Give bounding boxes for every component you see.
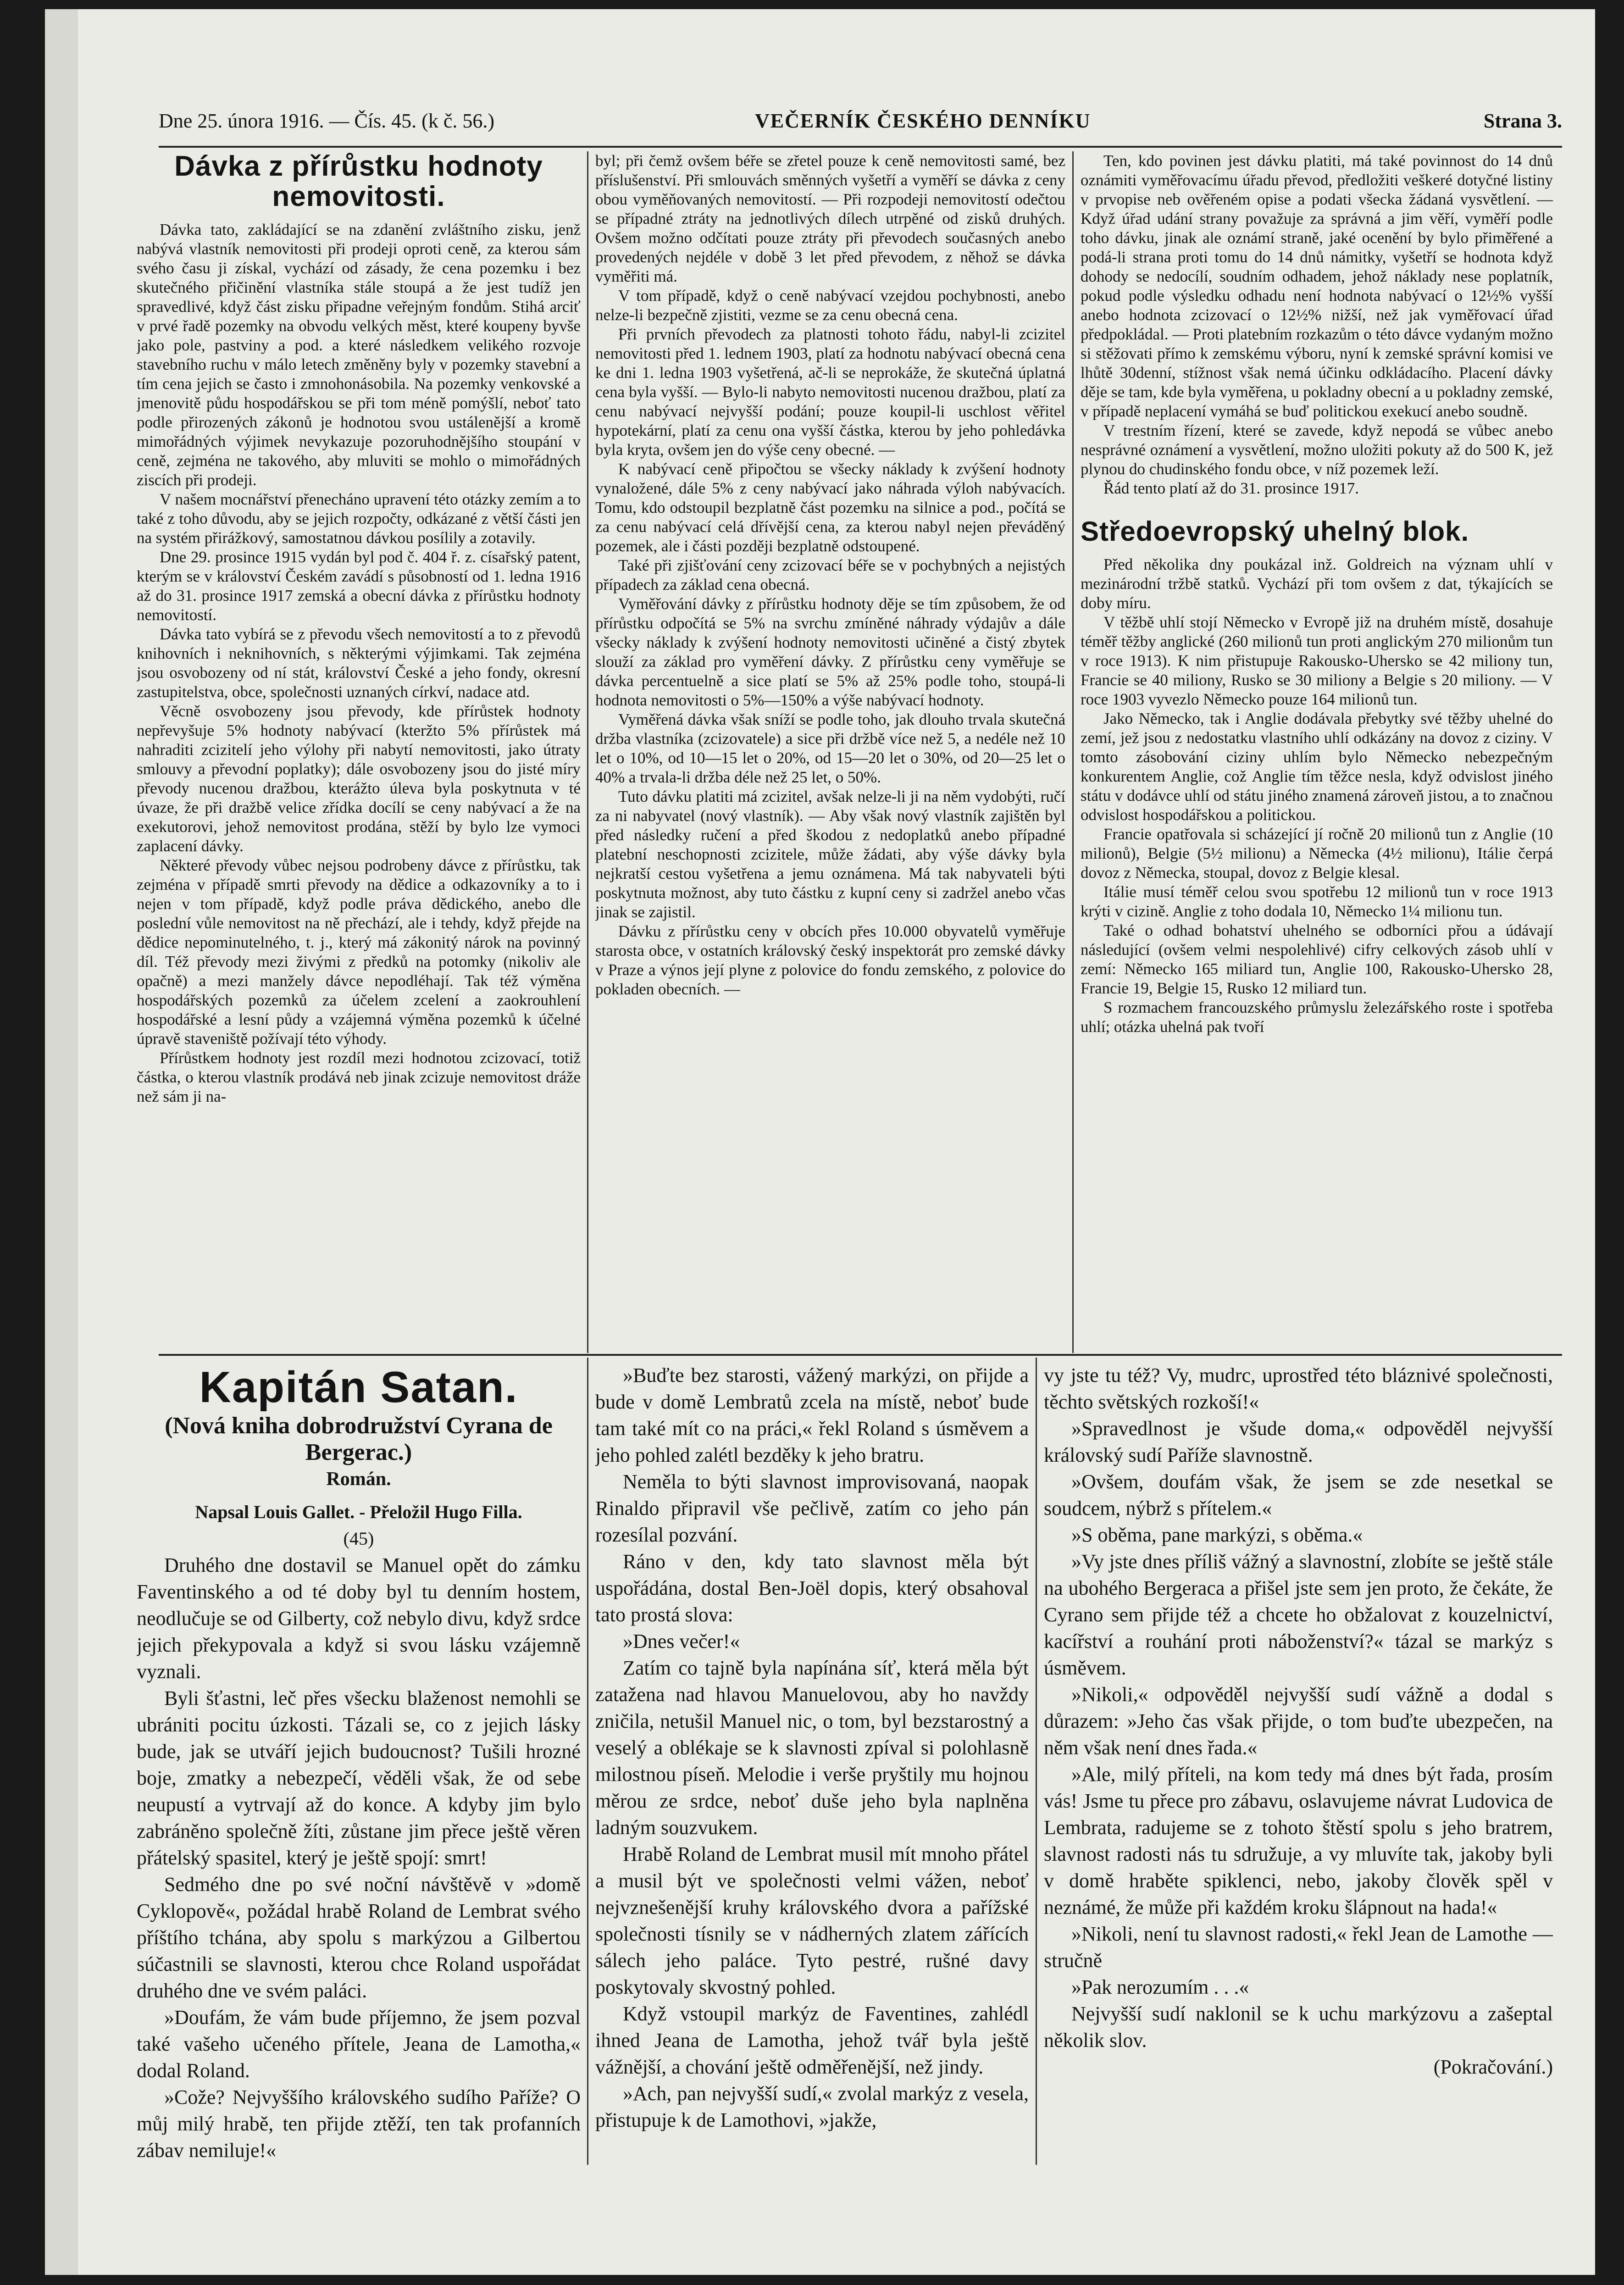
header-masthead: VEČERNÍK ČESKÉHO DENNÍKU: [755, 110, 1091, 132]
article-coal-headline: Středoevropský uhelný blok.: [1081, 516, 1469, 547]
header-date-issue: Dne 25. února 1916. — Čís. 45. (k č. 56.): [159, 110, 495, 132]
paragraph: S rozmachem francouzského průmyslu železářského roste i spotřeba uhlí; otázka uhelná pak tvoří: [1081, 998, 1553, 1036]
column-rule: [1036, 1358, 1037, 2165]
paragraph: Zatím co tajně byla napínána síť, která měla být zatažena nad hlavou Manuelovou, aby ho navždy zničila, netušil Manuel nic, o tom, byl bezstarostný a veselý a oblékaje se k slavnosti zpíval si polohlasně milostnou píseň. Melodie i verše pryštily mu hojnou měrou ze srdce, neboť duše jeho byla naplněna ladným souzvukem.: [595, 1657, 1029, 1839]
paragraph: »Spravedlnost je všude doma,« odpověděl nejvyšší královský sudí Paříže slavnostně.: [1044, 1417, 1553, 1466]
paragraph: »Ovšem, doufám však, že jsem se zde nesetkal se soudcem, nýbrž s přítelem.«: [1044, 1470, 1553, 1520]
paragraph: Dávka tato, zakládající se na zdanění zvláštního zisku, jenž nabývá vlastník nemovitosti při prodeji oproti ceně, za kterou sám svého času ji získal, vychází od zásady, že cena pozemku i bez skutečného přičinění vlastníka stále stoupá a že jest tudíž jen spravedlivé, když část zisku připadne veřejným fondům. Stihá arciť v prvé řadě pozemky na obvodu velkých měst, které koupeny byvše jako pole, pastviny a pod. a které následkem velikého rozvoje stavebního ruchu v málo letech změněny byly v pozemky stavební a tím cena jejich se často i zmnohonásobila. Na pozemky venkovské a jmenovitě půdu hospodářskou se při tom méně pomýšlí, neboť tato podle přirozených zákonů je hodnotou svou ustálenější a kromě mimořádných výjimek nevykazuje pozoruhodnějšího stoupání v ceně, zejména ne takového, aby mluviti se mohlo o mimořádných ziscích při prodeji.: [137, 221, 581, 489]
serial-author: Napsal Louis Gallet. - Přeložil Hugo Filla.: [195, 1502, 522, 1522]
serial-column-2: [595, 1362, 1029, 2169]
paragraph: byl; při čemž ovšem béře se zřetel pouze k ceně nemovitosti samé, bez příslušenství. Při smlouvách směnných vyšetří a vyměří se dávka z ceny obou vyměňovaných nemovitostí. — Při rozpodeji nemovitostí odečtou se případné ztráty na jednotlivých dílech utrpěné od zisků druhých. Ovšem možno odčítati pouze ztráty při převodech současných anebo provedených nejdéle v době 3 let před převodem, z něhož se dávka vyměřiti má.: [595, 152, 1065, 285]
article-tax-headline: Dávka z přírůstku hodnoty nemovitosti.: [174, 151, 543, 212]
newspaper-page: [45, 9, 1595, 2275]
article-tax-column-2: [595, 151, 1065, 1351]
paragraph: Řád tento platí až do 31. prosince 1917.: [1103, 479, 1359, 497]
paragraph: Vyměřování dávky z přírůstku hodnoty děje se tím způsobem, že od přírůstku odpočítá se 5% na svrchu zmíněné náhrady výdajův a dále všecky náklady k zvýšení hodnoty nemovitosti učiněné a čistý zbytek slouží za základ pro vyměření dávky. Z přírůstku ceny vyměřuje se dávka percentuelně a sice platí se 5% až 25% podle toho, stoupá-li hodnota nemovitosti o 5%—150% a výše nabývací hodnoty.: [595, 595, 1065, 709]
paragraph: V trestním řízení, které se zavede, když nepodá se vůbec anebo nesprávné oznámení a vysvětlení, možno uložiti pokuty až do 500 K, jež plynou do chudinského fondu obce, v níž pozemek leží.: [1081, 422, 1553, 478]
paragraph: V našem mocnářství přenecháno upravení této otázky zemím a to také z toho důvodu, aby se jejich rozpočty, odkázané z větší části jen na systém přirážkový, samostatnou dávkou posílily a zotavily.: [137, 490, 581, 547]
page-header: [159, 109, 1562, 137]
paragraph: »Pak nerozumím . . .«: [1071, 1976, 1249, 1998]
serial-subtitle: (Nová kniha dobrodružství Cyrana de Bergerac.): [165, 1413, 553, 1465]
paragraph: »Nikoli,« odpověděl nejvyšší sudí vážně a dodal s důrazem: »Jeho čas však přijde, o tom buďte ubezpečen, na něm však není dnes řada.«: [1044, 1683, 1553, 1759]
column-rule: [587, 1358, 588, 2165]
serial-column-1: [137, 1362, 581, 2169]
paragraph: »Cože? Nejvyššího královského sudího Paříže? O můj milý hrabě, ten přijde ztěží, ten tak profanních zábav nemiluje!«: [137, 2086, 581, 2162]
paragraph: »Nikoli, není tu slavnost radosti,« řekl Jean de Lamothe — stručně: [1044, 1923, 1553, 1972]
serial-title: Kapitán Satan.: [199, 1363, 518, 1412]
paragraph: vy jste tu též? Vy, mudrc, uprostřed této bláznivé společnosti, těchto světských rozkoší!«: [1044, 1364, 1553, 1413]
paragraph: Když vstoupil markýz de Faventines, zahlédl ihned Jeana de Lamotha, jehož tvář byla ještě vážnější, a chování ještě odměřenější, než jindy.: [595, 2002, 1029, 2078]
paragraph: Dávku z přírůstku ceny v obcích přes 10.000 obyvatelů vyměřuje starosta obce, v ostatních královský český inspektorát pro zemské dávky v Praze a výnos její plyne z polovice do fondu zemského, z polovice do pokladen obecních. —: [595, 922, 1065, 998]
paragraph: Ten, kdo povinen jest dávku platiti, má také povinnost do 14 dnů oznámiti vyměřovacímu úřadu převod, předložiti veškeré dotyčné listiny v prvopise neb ověřeném opise a podati všecka žádaná vysvětlení. — Když úřad udání strany považuje za správná a jim věří, vyměří podle toho dávku, jinak ale oznámí straně, jaké ocenění by bylo přiměřené a podá-li strana proti tomu do 14 dnů námitky, vyšetří se hodnota když dohody se nedocílí, soudním odhadem, jehož náklady nese poplatník, pokud podle výsledku odhadu není hodnota nabývací o 12½% vyšší anebo hodnota zcizovací o 12½% nižší, než jak vyměřovací úřad předpokládal. — Proti platebním rozkazům o této dávce vydaným možno si stěžovati přímo k zemskému výboru, nyní k zemské správní komisi ve lhůtě 30denní, stížnost však nemá účinku odkládacího. Placení dávky děje se tam, kde byla vyměřena, u pokladny obecní a u pokladny zemské, v případě neplacení vymáhá se buď politickou exekucí anebo soudně.: [1081, 152, 1553, 420]
paragraph: Druhého dne dostavil se Manuel opět do zámku Faventinského a od té doby byl tu denním hostem, neodlučuje se od Gilberty, což nebylo divu, když srdce jejich překypovala a když si svou lásku vzájemně vyznali.: [137, 1554, 581, 1683]
paragraph: Přírůstkem hodnoty jest rozdíl mezi hodnotou zcizovací, totiž částka, o kterou vlastník prodává neb jinak zcizuje nemovitost dráže než sám ji na-: [137, 1049, 581, 1105]
paragraph: Také při zjišťování ceny zcizovací béře se v pochybných a nejistých případech za základ cena obecná.: [595, 556, 1065, 593]
continued-note: (Pokračování.): [1433, 2056, 1553, 2078]
article-tax-column-1: [137, 151, 581, 1351]
paragraph: Ráno v den, kdy tato slavnost měla být uspořádána, dostal Ben-Joël dopis, který obsahoval tato prostá slova:: [595, 1550, 1029, 1626]
paragraph: »Dnes večer!«: [623, 1630, 740, 1653]
previous-page-edge: [45, 9, 78, 2275]
serial-genre: Román.: [326, 1469, 391, 1490]
paragraph: Itálie musí téměř celou svou spotřebu 12 milionů tun v roce 1913 krýti v cizině. Anglie z toho dodala 10, Německo 1¼ milionu tun.: [1081, 883, 1553, 920]
section-rule: [159, 1354, 1562, 1356]
paragraph: Vyměřená dávka však sníží se podle toho, jak dlouho trvala skutečná držba vlastníka (zcizovatele) a sice při držbě více než 5, a nedéle než 10 let o 10%, od 10—15 let o 20%, od 15—20 let o 30%, od 20—25 let o 40% a trvala-li držba déle než 25 let, o 50%.: [595, 710, 1065, 786]
paragraph: Neměla to býti slavnost improvisovaná, naopak Rinaldo připravil vše pečlivě, zatím co jeho pán rozesílal pozvání.: [595, 1470, 1029, 1546]
paragraph: Věcně osvobozeny jsou převody, kde přírůstek hodnoty nepřevyšuje 5% hodnoty nabývací (kteržto 5% přírůstek má nahraditi zcizitelí jeho výlohy při nabytí nemovitosti, jako útraty smlouvy a převodní poplatky); dále osvobozeny jsou do jisté míry převody nucenou dražbou, kterážto úleva byla poskytnuta v té úvaze, že při dražbě velice zřídka docílí se ceny nabývací a že na exekutorovi, jehož nemovitost prodána, stěží by bylo lze vymoci zaplacení dávky.: [137, 702, 581, 855]
paragraph: V tom případě, když o ceně nabývací vzejdou pochybnosti, anebo nelze-li bezpečně zjistiti, vezme se za cenu obecná cena.: [595, 287, 1065, 324]
header-page-number: Strana 3.: [1483, 110, 1562, 132]
column-rule: [1072, 151, 1074, 1353]
paragraph: »Ale, milý příteli, na kom tedy má dnes být řada, prosím vás! Jsme tu přece pro zábavu, oslavujeme návrat Ludovica de Lembrata, radujeme se z tohoto štěstí spolu s jeho bratrem, slavnost radosti nás tu sdružuje, a vy mluvíte tak, jakoby byli v domě hraběte spiklenci, nebo, jakoby člověk spěl v neznámé, že může při každém kroku šlápnout na hada!«: [1044, 1763, 1553, 1919]
paragraph: »Doufám, že vám bude příjemno, že jsem pozval také vašeho učeného přítele, Jeana de Lamotha,« dodal Roland.: [137, 2006, 581, 2082]
paragraph: Jako Německo, tak i Anglie dodávala přebytky své těžby uhelné do zemí, jež jsou z nedostatku vlastního uhlí odkázány na dovoz z ciziny. V tomto zásobování ciziny uhlím bylo Německo nebezpečným konkurentem Anglie, což Anglie tím těžce nesla, když odvislost jiného státu v dodávce uhlí od státu jiného znamená zároveň jistou, a to značnou odvislost hospodářskou a politickou.: [1081, 710, 1553, 824]
paragraph: Nejvyšší sudí naklonil se k uchu markýzovu a zašeptal několik slov.: [1044, 2002, 1553, 2052]
paragraph: Sedmého dne po své noční návštěvě v »domě Cyklopově«, požádal hrabě Roland de Lembrat svého příštího tchána, aby spolu s markýzou a Gilbertou súčastnili se slavnosti, kterou chce Roland uspořádat druhého dne ve svém paláci.: [137, 1873, 581, 2002]
paragraph: Byli šťastni, leč přes všecku blaženost nemohli se ubrániti pocitu úzkosti. Tázali se, co z jejich lásky bude, jak se utváří jejich budoucnost? Tušili hrozné boje, zmatky a nebezpečí, věděli však, že od sebe neupustí a vytrvají až do konce. A kdyby jim bylo zabráněno společně žíti, zůstane jim přece ještě věren přátelský spasitel, který je ještě spojí: smrt!: [137, 1687, 581, 1869]
paragraph: Francie opatřovala si scházející jí ročně 20 milionů tun z Anglie (10 milionů), Belgie (5½ milionu) a Německa (4½ milionu), Itálie čerpá dovoz z Německa, stoupal, dovoz z Belgie klesal.: [1081, 825, 1553, 882]
right-column-top: [1081, 151, 1553, 1351]
paragraph: »S oběma, pane markýzi, s oběma.«: [1071, 1524, 1363, 1546]
paragraph: »Buďte bez starosti, vážený markýzi, on přijde a bude v domě Lembratů zcela na místě, neboť bude tam také mít co na práci,« řekl Roland s úsměvem a jeho pohled zalétl bezděky k jeho bratru.: [595, 1364, 1029, 1466]
paragraph: Dne 29. prosince 1915 vydán byl pod č. 404 ř. z. císařský patent, kterým se v království Českém zavádí s působností od 1. ledna 1916 až do 31. prosince 1917 zemská a obecní dávka z přírůstku hodnoty nemovitostí.: [137, 548, 581, 624]
paragraph: V těžbě uhlí stojí Německo v Evropě již na druhém místě, dosahuje téměř těžby anglické (260 milionů tun proti anglickým 270 milionům tun v roce 1913). K nim přistupuje Rakousko-Uhersko se 42 miliony tun, Francie se 40 miliony, Rusko se 30 miliony a Belgie s 20 miliony. — V roce 1903 vyvezlo Německo pouze 164 milionů tun.: [1081, 613, 1553, 708]
paragraph: Před několika dny poukázal inž. Goldreich na význam uhlí v mezinárodní tržbě statků. Vychází při tom ovšem z dat, týkajících se doby míru.: [1081, 555, 1553, 612]
paragraph: Také o odhad bohatství uhelného se odborníci přou a údávají následující (ovšem velmi nespolehlivé) cifry celkových zásob uhlí v zemí: Německo 165 miliard tun, Anglie 100, Rakousko-Uhersko 28, Francie 19, Belgie 15, Rusko 12 miliard tun.: [1081, 921, 1553, 997]
paragraph: Hrabě Roland de Lembrat musil mít mnoho přátel a musil být ve společnosti velmi vážen, neboť nejvznešenější kruhy královského dvora a pařížské společnosti tísnily se v nádherných zlatem zářících sálech jeho paláce. Tyto pestré, rušné davy poskytovaly skvostný pohled.: [595, 1843, 1029, 1998]
paragraph: K nabývací ceně připočtou se všecky náklady k zvýšení hodnoty vynaložené, dále 5% z ceny nabývací jako náhrada výloh nabývacích. Tomu, kdo odstoupil bezplatně část pozemku na silnice a pod., počítá se za cenu nabývací celá dřívější cena, za kterou nabyl nejen převáděný pozemek, ale i části později bezplatně odstoupené.: [595, 460, 1065, 555]
paragraph: »Vy jste dnes příliš vážný a slavnostní, zlobíte se ještě stále na ubohého Bergeraca a přišel jste sem jen proto, že čekáte, že Cyrano sem přijde též a chcete ho obžalovat z kouzelnictví, kacířství a rouhání proti náboženství?« tázal se markýz s úsměvem.: [1044, 1550, 1553, 1679]
serial-column-3: [1044, 1362, 1553, 2169]
paragraph: Dávka tato vybírá se z převodu všech nemovitostí a to z převodů knihovních i neknihovních, s některými výjimkami. Tak zejména jsou osvobozeny od ní stát, království České a jeho fondy, okresní zastupitelstva, obce, společnosti uznaných církví, nadace atd.: [137, 625, 581, 701]
serial-number: (45): [343, 1528, 374, 1549]
paragraph: Některé převody vůbec nejsou podrobeny dávce z přírůstku, tak zejména v případě smrti převody na dědice a odkazovníky a to i nejen v tom případě, když podle práva dědického, anebo dle poslední vůle nemovitost na ně přechází, ale i tehdy, když přejde na dědice nepominutelného, t. j., který má zákonitý nárok na povinný díl. Též převody mezi živými z předků na potomky (nikoliv ale opačně) a mezi manžely dávce nepodléhají. Tak též výměna hospodářských pozemků za účelem zcelení a zaokrouhlení hospodářské a lesní půdy a vzájemná výměna pozemků k účelné úpravě staveniště požívají této výhody.: [137, 856, 581, 1048]
paragraph: Při prvních převodech za platnosti tohoto řádu, nabyl-li zcizitel nemovitosti před 1. lednem 1903, platí za hodnotu nabývací obecná cena ke dni 1. ledna 1903 vyšetřená, ač-li se neprokáže, že skutečná úplatná cena byla vyšší. — Bylo-li nabyto nemovitosti nucenou dražbou, platí za cenu nabývací nejvyšší podání; pouze koupil-li uschlost věřitel hypotekární, platí za cenu ona vyšší částka, kterou by jeho pohledávka byla kryta, ovšem jen do výše ceny obecné. —: [595, 325, 1065, 459]
column-rule: [587, 151, 588, 1353]
paragraph: »Ach, pan nejvyšší sudí,« zvolal markýz z vesela, přistupuje k de Lamothovi, »jakže,: [595, 2082, 1029, 2131]
paragraph: Tuto dávku platiti má zcizitel, avšak nelze-li ji na něm vydobýti, ručí za ni nabyvatel (nový vlastník). — Aby však nový vlastník zajištěn byl před následky ručení a před škodou z nedoplatků anebo případné platební neschopnosti zcizitele, může žádati, aby výše dávky byla nejkratší cestou vyšetřena a jemu oznámena. Má tak nabyvateli býti poskytnuta možnost, aby tuto částku z kupní ceny si zadržel anebo včas jinak se zajistil.: [595, 788, 1065, 921]
header-rule: [159, 146, 1562, 148]
